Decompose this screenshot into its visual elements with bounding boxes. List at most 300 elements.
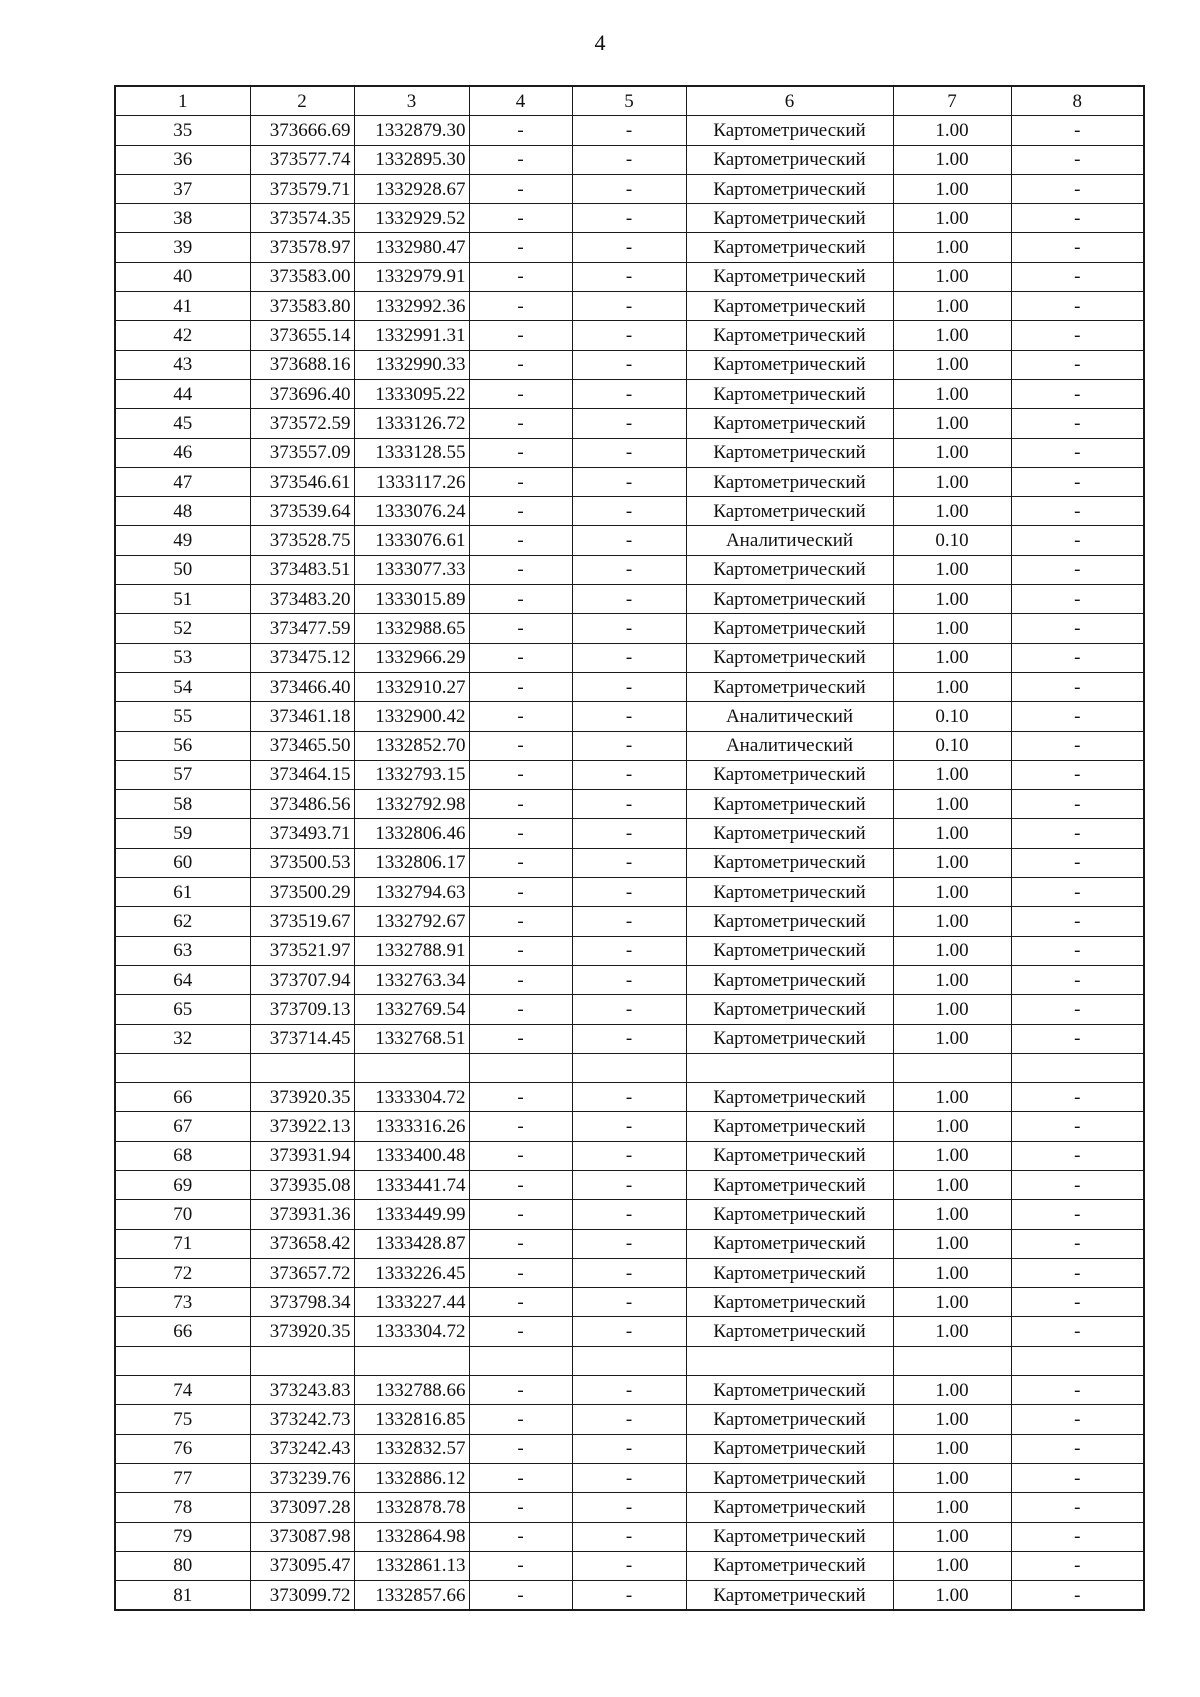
table-cell: - — [469, 848, 572, 877]
table-cell: Картометрический — [686, 116, 893, 145]
table-cell: 1333095.22 — [354, 379, 469, 408]
table-cell: - — [1011, 321, 1144, 350]
table-row — [115, 233, 1144, 262]
table-cell: 373483.51 — [250, 555, 354, 584]
table-row — [115, 965, 1144, 994]
table-row — [115, 848, 1144, 877]
table-cell: - — [572, 1434, 686, 1463]
table-cell: Картометрический — [686, 848, 893, 877]
table-cell: 79 — [115, 1522, 250, 1551]
table-cell: - — [469, 819, 572, 848]
table-cell: 73 — [115, 1288, 250, 1317]
table-cell: 1.00 — [893, 1551, 1011, 1580]
coordinates-table — [114, 85, 1145, 1611]
table-cell: 1.00 — [893, 204, 1011, 233]
table-cell: 1.00 — [893, 438, 1011, 467]
table-cell: Картометрический — [686, 204, 893, 233]
table-row — [115, 1346, 1144, 1375]
table-cell: 1333077.33 — [354, 555, 469, 584]
table-cell: - — [469, 1288, 572, 1317]
table-cell: Картометрический — [686, 1083, 893, 1112]
table-cell: 1332900.42 — [354, 702, 469, 731]
table-cell: 373931.36 — [250, 1200, 354, 1229]
table-cell: - — [572, 1376, 686, 1405]
table-cell: - — [469, 1405, 572, 1434]
table-cell: - — [469, 790, 572, 819]
table-cell: - — [469, 1376, 572, 1405]
table-cell: - — [469, 760, 572, 789]
table-cell: 59 — [115, 819, 250, 848]
table-cell: 1332806.17 — [354, 848, 469, 877]
table-cell: 373577.74 — [250, 145, 354, 174]
table-cell: 75 — [115, 1405, 250, 1434]
table-cell: 1332852.70 — [354, 731, 469, 760]
table-cell: Картометрический — [686, 1581, 893, 1611]
table-row — [115, 321, 1144, 350]
table-cell: 53 — [115, 643, 250, 672]
column-header: 3 — [354, 86, 469, 116]
table-cell: 1.00 — [893, 819, 1011, 848]
table-cell: - — [1011, 1083, 1144, 1112]
table-cell: 373242.73 — [250, 1405, 354, 1434]
table-cell — [1011, 1346, 1144, 1375]
table-cell: - — [1011, 1317, 1144, 1346]
table-cell: - — [469, 1229, 572, 1258]
column-header: 4 — [469, 86, 572, 116]
table-cell: - — [572, 145, 686, 174]
table-cell: - — [469, 614, 572, 643]
table-cell: Аналитический — [686, 702, 893, 731]
table-row — [115, 1288, 1144, 1317]
table-row — [115, 1551, 1144, 1580]
table-cell: 373465.50 — [250, 731, 354, 760]
table-cell: 373798.34 — [250, 1288, 354, 1317]
table-row — [115, 555, 1144, 584]
table-cell: Картометрический — [686, 174, 893, 203]
table-row — [115, 174, 1144, 203]
table-cell: Картометрический — [686, 467, 893, 496]
table-cell: - — [572, 907, 686, 936]
table-cell: - — [1011, 174, 1144, 203]
column-header: 1 — [115, 86, 250, 116]
table-cell: 1.00 — [893, 379, 1011, 408]
table-cell: Картометрический — [686, 1493, 893, 1522]
table-cell: 1.00 — [893, 848, 1011, 877]
table-row — [115, 262, 1144, 291]
table-cell: 373931.94 — [250, 1141, 354, 1170]
table-cell: - — [572, 995, 686, 1024]
table-cell: Картометрический — [686, 1434, 893, 1463]
table-cell: 1332991.31 — [354, 321, 469, 350]
table-cell: 46 — [115, 438, 250, 467]
table-cell: 373935.08 — [250, 1170, 354, 1199]
table-cell: - — [469, 1141, 572, 1170]
table-cell: 41 — [115, 292, 250, 321]
table-cell: - — [469, 467, 572, 496]
table-cell: 69 — [115, 1170, 250, 1199]
table-row — [115, 614, 1144, 643]
table-cell: - — [1011, 878, 1144, 907]
table-cell: 1332806.46 — [354, 819, 469, 848]
table-cell: Аналитический — [686, 731, 893, 760]
table-row — [115, 438, 1144, 467]
table-cell: Картометрический — [686, 1229, 893, 1258]
table-cell: 1332792.98 — [354, 790, 469, 819]
table-cell: - — [469, 145, 572, 174]
table-cell — [1011, 1053, 1144, 1082]
table-cell: - — [469, 585, 572, 614]
table-cell: 35 — [115, 116, 250, 145]
table-cell: 56 — [115, 731, 250, 760]
table-cell: - — [1011, 350, 1144, 379]
table-cell: 373655.14 — [250, 321, 354, 350]
table-cell: 32 — [115, 1024, 250, 1053]
table-cell: - — [469, 555, 572, 584]
table-cell: 1332763.34 — [354, 965, 469, 994]
column-header: 6 — [686, 86, 893, 116]
table-row — [115, 1376, 1144, 1405]
table-cell: - — [469, 174, 572, 203]
table-cell: - — [572, 614, 686, 643]
table-cell: 1333015.89 — [354, 585, 469, 614]
table-cell: - — [469, 1024, 572, 1053]
table-cell: - — [1011, 1258, 1144, 1287]
table-cell: 1333227.44 — [354, 1288, 469, 1317]
table-cell: 373500.29 — [250, 878, 354, 907]
table-cell: 47 — [115, 467, 250, 496]
table-cell: 373583.00 — [250, 262, 354, 291]
table-row — [115, 1258, 1144, 1287]
table-cell: Картометрический — [686, 1405, 893, 1434]
table-cell: Картометрический — [686, 995, 893, 1024]
table-cell: - — [469, 878, 572, 907]
table-cell: 1.00 — [893, 1405, 1011, 1434]
table-row — [115, 819, 1144, 848]
table-cell: 1.00 — [893, 467, 1011, 496]
table-cell: 1.00 — [893, 1083, 1011, 1112]
table-cell: 373579.71 — [250, 174, 354, 203]
table-cell: Картометрический — [686, 497, 893, 526]
table-cell: Картометрический — [686, 262, 893, 291]
table-cell: 66 — [115, 1083, 250, 1112]
table-cell: - — [572, 350, 686, 379]
table-cell: - — [469, 1317, 572, 1346]
table-cell: 1332864.98 — [354, 1522, 469, 1551]
table-cell: 1333117.26 — [354, 467, 469, 496]
table-cell: 1.00 — [893, 497, 1011, 526]
table-cell: 64 — [115, 965, 250, 994]
table-cell — [115, 1346, 250, 1375]
column-header: 8 — [1011, 86, 1144, 116]
table-row — [115, 760, 1144, 789]
table-cell: 45 — [115, 409, 250, 438]
table-cell: 1.00 — [893, 1170, 1011, 1199]
table-cell: - — [1011, 438, 1144, 467]
table-cell: - — [1011, 409, 1144, 438]
table-cell: - — [1011, 1581, 1144, 1611]
table-cell: - — [469, 438, 572, 467]
table-cell: 1.00 — [893, 585, 1011, 614]
table-row — [115, 1170, 1144, 1199]
table-cell: 66 — [115, 1317, 250, 1346]
table-cell: - — [469, 1522, 572, 1551]
table-cell: 1332768.51 — [354, 1024, 469, 1053]
table-cell: - — [469, 643, 572, 672]
table-cell: 1332792.67 — [354, 907, 469, 936]
table-cell: - — [572, 1463, 686, 1492]
table-cell: 43 — [115, 350, 250, 379]
table-cell: 1333400.48 — [354, 1141, 469, 1170]
table-cell: 1332979.91 — [354, 262, 469, 291]
table-cell: 51 — [115, 585, 250, 614]
table-row — [115, 585, 1144, 614]
table-cell — [893, 1053, 1011, 1082]
table-cell: 373519.67 — [250, 907, 354, 936]
table-cell: 1332793.15 — [354, 760, 469, 789]
table-cell: Картометрический — [686, 1112, 893, 1141]
table-cell: 37 — [115, 174, 250, 203]
table-row — [115, 1522, 1144, 1551]
table-cell: 1332816.85 — [354, 1405, 469, 1434]
table-cell: 68 — [115, 1141, 250, 1170]
table-cell: Картометрический — [686, 760, 893, 789]
table-cell: - — [1011, 116, 1144, 145]
table-cell: 39 — [115, 233, 250, 262]
table-cell: - — [572, 526, 686, 555]
table-cell: - — [1011, 1376, 1144, 1405]
table-cell: Картометрический — [686, 643, 893, 672]
table-cell: - — [1011, 1024, 1144, 1053]
table-row — [115, 1229, 1144, 1258]
table-cell — [354, 1053, 469, 1082]
table-cell: 1.00 — [893, 1522, 1011, 1551]
table-row — [115, 1200, 1144, 1229]
table-cell — [686, 1053, 893, 1082]
table-cell: - — [1011, 379, 1144, 408]
table-cell: 373486.56 — [250, 790, 354, 819]
table-cell: - — [572, 438, 686, 467]
table-cell: 1.00 — [893, 1376, 1011, 1405]
table-cell: 1.00 — [893, 1229, 1011, 1258]
table-cell: - — [469, 379, 572, 408]
table-cell: 373657.72 — [250, 1258, 354, 1287]
column-header: 2 — [250, 86, 354, 116]
table-cell: - — [572, 1522, 686, 1551]
table-cell: - — [1011, 731, 1144, 760]
table-row — [115, 1434, 1144, 1463]
table-cell: 60 — [115, 848, 250, 877]
table-cell: 1.00 — [893, 1493, 1011, 1522]
table-cell: Картометрический — [686, 1317, 893, 1346]
table-cell: Картометрический — [686, 1258, 893, 1287]
table-cell: - — [572, 292, 686, 321]
table-row — [115, 497, 1144, 526]
table-row — [115, 878, 1144, 907]
table-cell: - — [1011, 790, 1144, 819]
table-cell: - — [469, 1200, 572, 1229]
table-cell: - — [469, 233, 572, 262]
table-cell: Картометрический — [686, 1200, 893, 1229]
table-cell: 0.10 — [893, 526, 1011, 555]
table-cell: - — [572, 790, 686, 819]
table-cell: 1332929.52 — [354, 204, 469, 233]
table-cell: 1333441.74 — [354, 1170, 469, 1199]
table-cell: Картометрический — [686, 1376, 893, 1405]
table-cell: 1332788.66 — [354, 1376, 469, 1405]
table-cell: - — [572, 965, 686, 994]
table-cell: 1332988.65 — [354, 614, 469, 643]
table-cell: 373097.28 — [250, 1493, 354, 1522]
table-cell: 1.00 — [893, 262, 1011, 291]
table-cell: 1.00 — [893, 292, 1011, 321]
table-cell: 373483.20 — [250, 585, 354, 614]
table-cell: - — [469, 526, 572, 555]
column-header: 7 — [893, 86, 1011, 116]
table-cell: 1333428.87 — [354, 1229, 469, 1258]
table-cell: - — [469, 995, 572, 1024]
table-cell: - — [1011, 233, 1144, 262]
table-cell: Картометрический — [686, 409, 893, 438]
table-cell: 373493.71 — [250, 819, 354, 848]
table-cell: 1333076.24 — [354, 497, 469, 526]
table-cell: 373464.15 — [250, 760, 354, 789]
table-cell: - — [572, 233, 686, 262]
table-cell: - — [469, 204, 572, 233]
table-cell: 1.00 — [893, 965, 1011, 994]
table-cell: - — [572, 760, 686, 789]
table-cell: 1332878.78 — [354, 1493, 469, 1522]
table-cell: 373572.59 — [250, 409, 354, 438]
table-cell: 373546.61 — [250, 467, 354, 496]
table-cell: - — [572, 643, 686, 672]
table-cell: 1332966.29 — [354, 643, 469, 672]
table-row — [115, 350, 1144, 379]
table-cell: - — [1011, 702, 1144, 731]
table-cell: 373920.35 — [250, 1083, 354, 1112]
table-cell: 44 — [115, 379, 250, 408]
table-row — [115, 1112, 1144, 1141]
table-cell: 373239.76 — [250, 1463, 354, 1492]
table-cell: 1332895.30 — [354, 145, 469, 174]
table-cell: - — [572, 731, 686, 760]
table-cell: 1.00 — [893, 1200, 1011, 1229]
table-cell: - — [572, 585, 686, 614]
table-cell: 70 — [115, 1200, 250, 1229]
table-cell: Картометрический — [686, 1522, 893, 1551]
table-cell: Картометрический — [686, 555, 893, 584]
table-cell — [572, 1053, 686, 1082]
table-cell: - — [1011, 1434, 1144, 1463]
table-cell: 49 — [115, 526, 250, 555]
table-cell: 373095.47 — [250, 1551, 354, 1580]
table-row — [115, 907, 1144, 936]
table-cell: 52 — [115, 614, 250, 643]
table-cell: - — [1011, 614, 1144, 643]
table-cell: Картометрический — [686, 585, 893, 614]
table-cell: 71 — [115, 1229, 250, 1258]
table-cell: - — [1011, 907, 1144, 936]
table-row — [115, 116, 1144, 145]
table-cell: 1.00 — [893, 1288, 1011, 1317]
table-row — [115, 1083, 1144, 1112]
table-cell: - — [1011, 1112, 1144, 1141]
table-cell: - — [1011, 145, 1144, 174]
table-cell: 1332992.36 — [354, 292, 469, 321]
table-cell: - — [469, 497, 572, 526]
table-cell: 1333449.99 — [354, 1200, 469, 1229]
table-cell: 373922.13 — [250, 1112, 354, 1141]
table-cell: - — [1011, 204, 1144, 233]
table-cell: 1333076.61 — [354, 526, 469, 555]
table-cell: - — [469, 702, 572, 731]
table-cell: 61 — [115, 878, 250, 907]
table-row — [115, 643, 1144, 672]
table-cell: Картометрический — [686, 819, 893, 848]
table-cell: 1.00 — [893, 1434, 1011, 1463]
table-cell: 1.00 — [893, 1317, 1011, 1346]
table-cell: 0.10 — [893, 731, 1011, 760]
table-cell: Картометрический — [686, 672, 893, 701]
table-cell: - — [572, 1551, 686, 1580]
table-cell: 65 — [115, 995, 250, 1024]
table-cell: - — [1011, 760, 1144, 789]
page-number: 4 — [594, 30, 606, 55]
table-cell: - — [1011, 1463, 1144, 1492]
table-cell: - — [469, 907, 572, 936]
table-cell: - — [1011, 995, 1144, 1024]
table-cell: - — [572, 936, 686, 965]
table-cell: - — [572, 379, 686, 408]
table-cell: - — [1011, 585, 1144, 614]
table-row — [115, 995, 1144, 1024]
table-cell: 1.00 — [893, 174, 1011, 203]
table-cell: - — [572, 1024, 686, 1053]
table-cell: 55 — [115, 702, 250, 731]
table-cell: 1333304.72 — [354, 1317, 469, 1346]
table-cell: 1.00 — [893, 321, 1011, 350]
table-cell: - — [572, 1112, 686, 1141]
table-row — [115, 672, 1144, 701]
table-cell: 77 — [115, 1463, 250, 1492]
table-cell: Картометрический — [686, 438, 893, 467]
table-cell: 1332886.12 — [354, 1463, 469, 1492]
table-row — [115, 292, 1144, 321]
table-cell: - — [1011, 936, 1144, 965]
table-cell: 373709.13 — [250, 995, 354, 1024]
table-cell: - — [1011, 467, 1144, 496]
table-cell: 1.00 — [893, 145, 1011, 174]
table-cell: - — [572, 1083, 686, 1112]
table-cell: Картометрический — [686, 1288, 893, 1317]
table-cell — [115, 1053, 250, 1082]
table-cell: - — [469, 965, 572, 994]
table-cell: 40 — [115, 262, 250, 291]
table-row — [115, 204, 1144, 233]
table-cell: - — [469, 1434, 572, 1463]
table-cell: 1.00 — [893, 1024, 1011, 1053]
table-row — [115, 1581, 1144, 1611]
table-cell: 1.00 — [893, 233, 1011, 262]
table-cell: Картометрический — [686, 614, 893, 643]
table-cell: Картометрический — [686, 1024, 893, 1053]
table-cell: 1.00 — [893, 116, 1011, 145]
table-cell: - — [469, 409, 572, 438]
table-cell: 78 — [115, 1493, 250, 1522]
table-cell: 67 — [115, 1112, 250, 1141]
table-cell: - — [572, 1200, 686, 1229]
table-cell: 1.00 — [893, 409, 1011, 438]
table-cell: 80 — [115, 1551, 250, 1580]
